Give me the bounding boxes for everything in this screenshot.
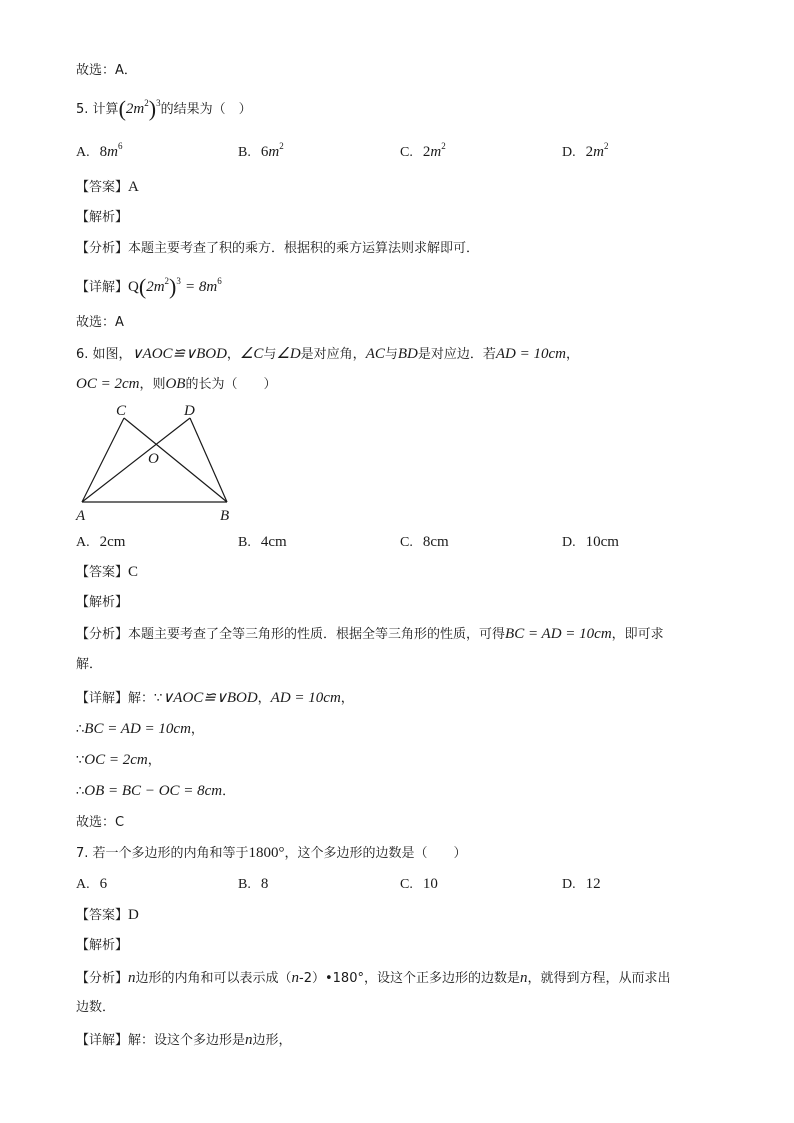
label-d: D	[184, 403, 195, 419]
text: ，则	[139, 377, 166, 392]
option-letter: B.	[238, 535, 251, 550]
option-letter: B.	[238, 145, 251, 160]
tag: 【分析】	[76, 241, 129, 256]
text: 【解析】	[76, 595, 129, 610]
text: 的长为（ ）	[185, 377, 277, 392]
question-7	[76, 844, 467, 863]
analysis-7	[76, 969, 671, 988]
label-o: O	[148, 451, 159, 467]
text: 故选：C	[76, 815, 125, 830]
coef: 2	[585, 144, 594, 160]
paren-close: )	[148, 96, 157, 121]
var: m	[268, 144, 280, 160]
option-b	[238, 533, 287, 552]
exponent: 2	[603, 141, 609, 151]
math-expr: ∨AOC≌∨BOD	[131, 346, 227, 362]
text: ∴	[76, 722, 85, 737]
text: 与	[263, 347, 277, 362]
var: m	[107, 144, 118, 160]
text: 是对应边．若	[417, 347, 496, 362]
tag: 【分析】	[76, 971, 129, 986]
option-d	[562, 143, 608, 162]
option-text: 8cm	[422, 534, 449, 550]
text: ，	[257, 691, 271, 706]
option-letter: C.	[400, 145, 413, 160]
option-letter: D.	[562, 145, 576, 160]
option-text: 12	[585, 876, 601, 892]
math-expr: OB = BC − OC = 8cm	[84, 783, 223, 799]
option-letter: D.	[562, 877, 576, 892]
answer-6	[76, 563, 138, 582]
analysis-6-cont	[76, 656, 102, 674]
analysis-heading	[76, 937, 128, 955]
var: m	[430, 144, 442, 160]
step-3	[76, 782, 235, 801]
option-b	[238, 875, 268, 894]
math-expr: 1800°	[248, 845, 285, 861]
option-d	[562, 875, 601, 894]
question-6	[76, 345, 579, 364]
text: 解：设这个多边形是	[128, 1033, 246, 1048]
text: 边数．	[76, 1000, 116, 1015]
math-expr: AD = 10cm	[270, 690, 341, 706]
coef: 8	[99, 144, 108, 160]
choice-5	[76, 314, 124, 332]
option-b	[238, 143, 284, 162]
math-expr: OB	[165, 376, 186, 392]
math-expr: ∨AOC≌∨BOD	[162, 690, 258, 706]
tag: 【分析】	[76, 627, 129, 642]
answer-7	[76, 906, 139, 925]
math-expr: 2m	[146, 279, 165, 295]
math-var: n	[128, 970, 136, 986]
choice-6	[76, 814, 124, 832]
exponent: 6	[117, 141, 123, 151]
triangle-svg	[72, 398, 252, 528]
math-expr: OC = 2cm	[84, 752, 148, 768]
answer-value: C	[128, 564, 139, 580]
text: 故选：A．	[76, 63, 137, 78]
analysis-heading	[76, 209, 128, 227]
math-expr: AC	[365, 346, 385, 362]
coef: 6	[260, 144, 269, 160]
math-var: n	[519, 970, 528, 986]
question-5	[76, 96, 252, 121]
math-expr: 2m	[125, 101, 145, 117]
option-text: 2cm	[99, 534, 126, 550]
analysis-heading	[76, 594, 128, 612]
text: 本题主要考查了全等三角形的性质．根据全等三角形的性质，可得	[128, 627, 506, 642]
answer-value: D	[128, 907, 139, 923]
text: 7. 若一个多边形的内角和等于	[76, 846, 249, 861]
analysis-7-cont	[76, 999, 115, 1017]
option-a	[76, 875, 107, 894]
option-a	[76, 533, 125, 552]
exponent: 3	[176, 276, 181, 286]
label-c: C	[116, 403, 127, 419]
option-text: 8	[260, 876, 269, 892]
option-text: 4cm	[260, 534, 287, 550]
question-6-cont	[76, 375, 276, 394]
question-number: 5.	[76, 102, 89, 117]
option-c	[400, 143, 446, 162]
paren-close: )	[169, 274, 177, 299]
math-expr: ∠C	[239, 346, 264, 362]
text: 边形的内角和可以表示成（	[135, 971, 292, 986]
text: ，	[226, 347, 240, 362]
text: ∴	[76, 784, 85, 799]
coef: 2	[422, 144, 431, 160]
option-a	[76, 143, 122, 162]
tag: 【详解】	[76, 691, 129, 706]
analysis-5	[76, 240, 479, 258]
math-expr: BC = AD = 10cm	[505, 626, 612, 642]
option-letter: C.	[400, 877, 413, 892]
triangle-figure	[72, 398, 252, 532]
detail-6	[76, 689, 354, 708]
option-letter: A.	[76, 145, 90, 160]
exponent: 2	[164, 276, 170, 286]
text: 解：∵	[128, 691, 163, 706]
exponent: 2	[144, 98, 149, 108]
exponent: 6	[217, 276, 222, 286]
text: ，	[340, 691, 354, 706]
answer-line	[76, 62, 137, 80]
var: m	[593, 144, 604, 160]
math-expr: AD = 10cm	[495, 346, 566, 362]
option-letter: C.	[400, 535, 413, 550]
text: 与	[384, 347, 398, 362]
analysis-6	[76, 625, 664, 644]
math-expr: OC = 2cm	[76, 376, 140, 392]
exponent: 3	[156, 98, 161, 108]
answer-tag: 【答案】	[76, 180, 129, 195]
question-text: 计算	[92, 102, 119, 117]
detail-5	[76, 274, 222, 299]
option-letter: B.	[238, 877, 251, 892]
option-d	[562, 533, 619, 552]
step-2	[76, 751, 161, 770]
text: ，	[147, 753, 161, 768]
math-expr: = 8m	[185, 279, 218, 295]
math-expr: BD	[397, 346, 418, 362]
math-expr: ∠D	[276, 346, 301, 362]
symbol: Q	[128, 279, 139, 295]
text: ，	[190, 722, 204, 737]
text: 【解析】	[76, 938, 129, 953]
text: ，这个多边形的边数是（ ）	[284, 846, 467, 861]
question-text: 的结果为（ ）	[160, 102, 252, 117]
step-1	[76, 720, 204, 739]
text: ．	[222, 784, 236, 799]
segment-cb	[124, 418, 227, 502]
option-text: 10	[422, 876, 438, 892]
option-letter: D.	[562, 535, 576, 550]
answer-tag: 【答案】	[76, 908, 129, 923]
text: 6. 如图，	[76, 347, 132, 362]
text: 本题主要考查了积的乘方．根据积的乘方运算法则求解即可．	[128, 241, 480, 256]
math-expr: BC = AD = 10cm	[84, 721, 191, 737]
label-a: A	[76, 508, 86, 524]
text: ，就得到方程，从而求出	[527, 971, 671, 986]
detail-7	[76, 1031, 292, 1050]
option-letter: A.	[76, 535, 90, 550]
answer-tag: 【答案】	[76, 565, 129, 580]
text: ∵	[76, 753, 85, 768]
option-text: 6	[99, 876, 108, 892]
math-var: n	[291, 970, 300, 986]
option-c	[400, 875, 438, 894]
text: -2）•180°，设这个正多边形的边数是	[299, 971, 520, 986]
text: 故选：A	[76, 315, 124, 330]
paren-open: (	[138, 274, 147, 299]
segment-ac	[82, 418, 124, 502]
label-b: B	[220, 508, 230, 524]
answer-value: A	[128, 179, 139, 195]
text: 边形，	[252, 1033, 292, 1048]
text: ，	[566, 347, 580, 362]
option-c	[400, 533, 449, 552]
option-text: 10cm	[585, 534, 619, 550]
text: 解．	[76, 657, 103, 672]
text: ，即可求	[611, 627, 664, 642]
text: 【解析】	[76, 210, 129, 225]
exponent: 2	[279, 141, 284, 151]
answer-5	[76, 178, 139, 197]
option-letter: A.	[76, 877, 90, 892]
tag: 【详解】	[76, 1033, 129, 1048]
tag: 【详解】	[76, 280, 129, 295]
exponent: 2	[441, 141, 446, 151]
text: 是对应角，	[300, 347, 366, 362]
segment-da	[82, 418, 190, 502]
segment-bd	[190, 418, 227, 502]
math-var: n	[245, 1032, 253, 1048]
paren-open: (	[118, 96, 126, 121]
